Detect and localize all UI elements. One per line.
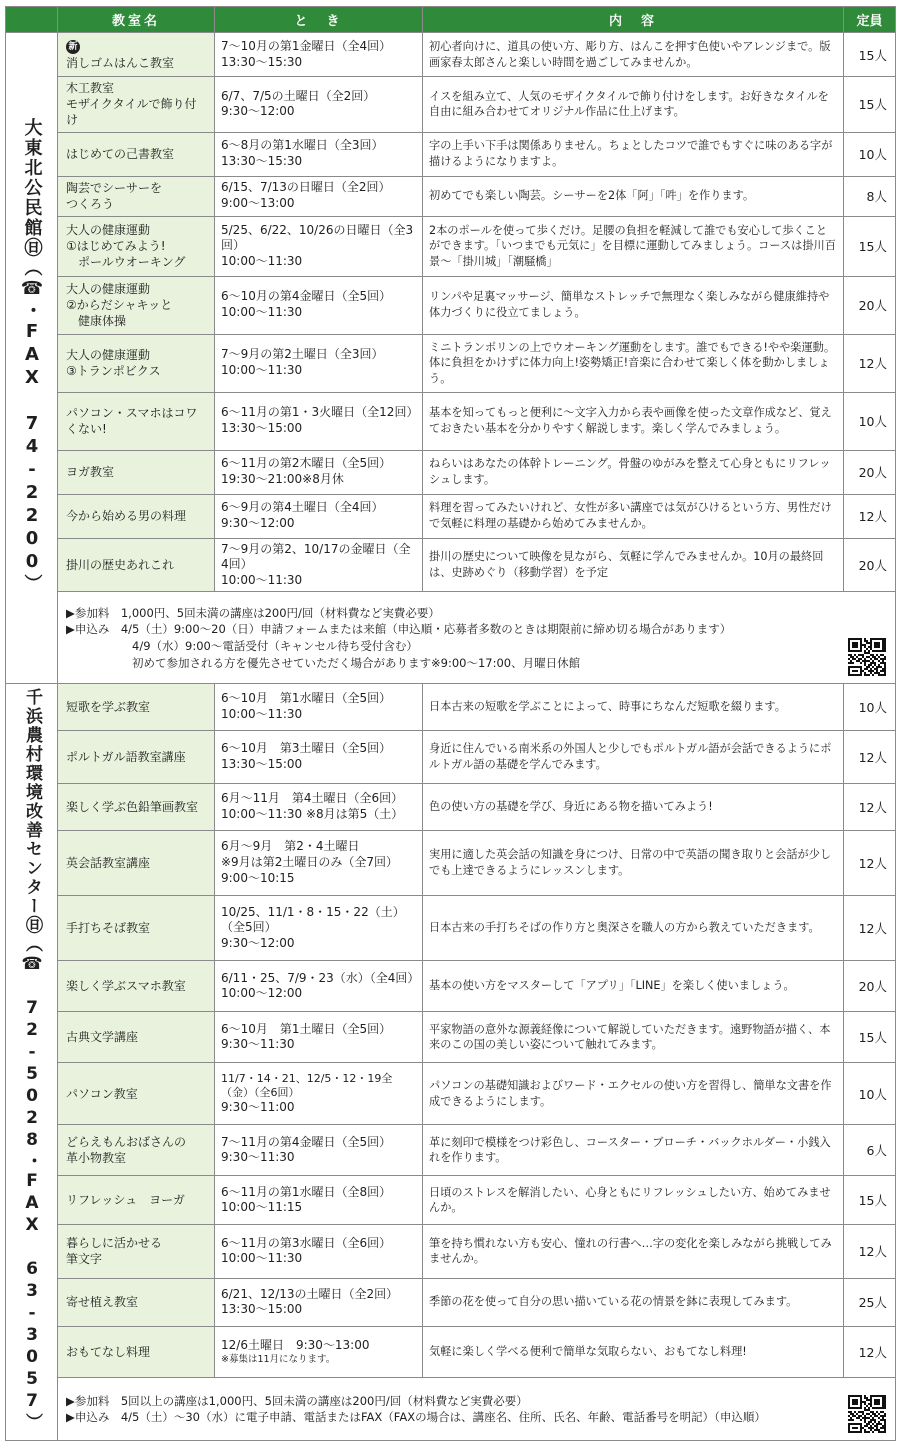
course-capacity-cell [844,276,896,334]
table-row [6,538,896,592]
course-description: 日頃のストレスを解消したい、心身ともにリフレッシュしたい方、始めてみませんか。 [429,1185,831,1215]
header-row [6,7,896,33]
schedule-line: 6月～11月 第4土曜日（全6回） [221,791,404,806]
capacity-value: 20人 [858,298,887,314]
course-content-cell [423,1278,844,1327]
capacity-value: 12人 [858,749,887,765]
course-schedule-cell [215,1012,423,1063]
course-content-cell [423,538,844,592]
schedule-line: 6月～9月 第2・4土曜日 [221,839,360,854]
capacity-value: 12人 [858,799,887,815]
table-row [6,334,896,392]
course-capacity-cell [844,830,896,895]
course-content-cell [423,684,844,730]
capacity-value: 10人 [858,700,887,716]
capacity-value: 15人 [858,1030,887,1046]
course-content-cell [423,1327,844,1378]
course-schedule-cell [215,33,423,77]
course-name: 今から始める男の料理 [66,508,187,523]
course-name-cell [58,1063,215,1125]
course-capacity-cell [844,1225,896,1278]
course-name: 古典文学講座 [66,1030,139,1045]
course-schedule-cell [215,1176,423,1225]
schedule-line: 6～9月の第4土曜日（全4回） [221,500,384,515]
schedule-line: 9:30～11:00 [221,1100,295,1115]
course-name: リフレッシュ ヨーガ [66,1193,185,1208]
course-capacity-cell [844,216,896,276]
course-content-cell [423,895,844,960]
table-row [6,1012,896,1063]
course-schedule-cell [215,538,423,592]
capacity-value: 25人 [858,1295,887,1311]
schedule-line: 10:00～11:30 [221,707,303,722]
course-description: 季節の花を使って自分の思い描いている花の情景を鉢に表現してみます。 [429,1295,798,1309]
course-name-cell [58,276,215,334]
course-capacity-cell [844,730,896,783]
course-name: ポルトガル語教室講座 [66,749,186,764]
course-name: 大人の健康運動 [66,347,151,362]
schedule-line: 6～11月の第3水曜日（全6回） [221,1235,392,1250]
schedule-line: 7～9月の第2、10/17の金曜日（全4回） [221,541,411,572]
course-capacity-cell [844,961,896,1012]
course-schedule-cell [215,1327,423,1378]
course-name: 健康体操 [78,314,127,329]
course-name: 英会話教室講座 [66,855,151,870]
course-schedule-cell [215,334,423,392]
course-description: 2本のポールを使って歩くだけ。足腰の負担を軽減して誰でも安心して歩くことができます。「いつまでも元気に」を目標に運動してみましょう。コースは掛川百景～「掛川城」「潮騒橋」 [429,223,836,268]
course-capacity-cell [844,450,896,494]
table-row [6,895,896,960]
table-row [6,132,896,176]
header-name: 教室名 [58,7,215,33]
course-description: 基本を知ってもっと便利に～文字入力から表や画像を使った文章作成など、覚えておきたい基本を分かりやすく解説します。楽しく学んでみましょう。 [429,406,832,436]
table-row [6,730,896,783]
course-description: 革に刻印で模様をつけ彩色し、コースター・ブローチ・バックホルダー・小銭入れを作ります。 [429,1135,831,1165]
table-row [6,1278,896,1327]
facility-label: 千浜農村環境改善センター㊐（☎ 72-5028・FAX 63-3057） [22,688,42,1433]
table-row [6,830,896,895]
schedule-line: 10:00～11:30 [221,253,303,268]
capacity-value: 15人 [858,239,887,255]
course-content-cell [423,1225,844,1278]
table-row [6,1063,896,1125]
note-line: ▶参加料 5回以上の講座は1,000円、5回未満の講座は200円/回（材料費など実費必要） [66,1393,528,1408]
schedule-line: 6/21、12/13の土曜日（全2回） [221,1286,399,1301]
course-description: ミニトランポリンの上でウオーキング運動をします。誰でもできる!やや楽運動。体に負担をかけずに体力向上!姿勢矯正!音楽に合わせて楽しく体を動かしましょう。 [429,340,836,385]
capacity-value: 12人 [858,509,887,525]
header-capacity: 定員 [844,7,896,33]
facility-label: 大東北公民館㊐（☎・FAX 74-2200） [21,118,43,595]
course-schedule-cell [215,961,423,1012]
course-name: 手打ちそば教室 [66,920,151,935]
course-name-cell [58,494,215,538]
course-name: 筆文字 [66,1252,103,1267]
course-name: どらえもんおばさんの [66,1135,187,1150]
course-name-cell [58,77,215,133]
course-content-cell [423,176,844,216]
schedule-line: 6～11月の第2木曜日（全5回） [221,456,392,471]
course-content-cell [423,830,844,895]
table-row [6,392,896,450]
schedule-line: 19:30～21:00※8月休 [221,472,344,487]
schedule-line: 9:30～12:00 [221,104,295,119]
course-content-cell [423,961,844,1012]
course-name-cell [58,784,215,830]
course-name-cell [58,216,215,276]
table-row [6,276,896,334]
capacity-value: 12人 [858,356,887,372]
course-content-cell [423,784,844,830]
course-description: 気軽に楽しく学べる便利で簡単な気取らない、おもてなし料理! [429,1345,747,1359]
table-row [6,1225,896,1278]
course-name-cell [58,1225,215,1278]
course-schedule-cell [215,132,423,176]
notes-cell [58,592,896,684]
table-row [6,176,896,216]
header-when: と き [215,7,423,33]
course-name: 木工教室 [66,81,115,95]
course-content-cell [423,392,844,450]
course-name: 大人の健康運動 [66,222,151,237]
course-name-cell [58,961,215,1012]
course-name: ヨガ教室 [66,464,115,479]
schedule-line: 10:00～11:15 [221,1200,303,1215]
capacity-value: 8人 [866,189,887,205]
course-capacity-cell [844,895,896,960]
capacity-value: 10人 [858,414,887,430]
course-description: ねらいはあなたの体幹トレーニング。骨盤のゆがみを整えて心身ともにリフレッシュします。 [429,457,831,487]
course-schedule-cell [215,684,423,730]
course-content-cell [423,77,844,133]
facility-label-cell [6,33,58,684]
course-description: 筆を持ち慣れない方も安心、憧れの行書へ…字の変化を楽しみながら挑戦してみませんか。 [429,1236,832,1266]
course-schedule-cell [215,1125,423,1176]
course-content-cell [423,730,844,783]
capacity-value: 15人 [858,47,887,63]
capacity-value: 12人 [858,1345,887,1361]
course-name-cell [58,1176,215,1225]
course-schedule-cell [215,176,423,216]
course-name: 楽しく学ぶ色鉛筆画教室 [66,799,199,814]
course-name-cell [58,830,215,895]
course-name: 革小物教室 [66,1151,127,1166]
schedule-line: 9:30～11:30 [221,1037,295,1052]
course-schedule-cell [215,1278,423,1327]
schedule-line: 6～11月の第1水曜日（全8回） [221,1184,392,1199]
course-name-cell [58,1012,215,1063]
note-line: ▶参加料 1,000円、5回未満の講座は200円/回（材料費など実費必要） [66,605,440,620]
schedule-line: 7～9月の第2土曜日（全3回） [221,347,384,362]
course-name-cell [58,895,215,960]
schedule-line: 13:30～15:30 [221,154,303,169]
course-name-cell [58,450,215,494]
course-name-cell [58,684,215,730]
course-description: 日本古来の手打ちそばの作り方と奥深さを職人の方から教えていただきます。 [429,921,820,935]
schedule-line: 6～10月の第4金曜日（全5回） [221,289,392,304]
qr-code-icon [847,637,887,677]
schedule-line: 10:00～11:30 [221,363,303,378]
schedule-line: 6～11月の第1・3火曜日（全12回） [221,405,419,420]
course-content-cell [423,276,844,334]
schedule-line: 6/11・25、7/9・23（水）（全4回） [221,970,420,985]
header-facility [6,7,58,33]
course-name: 陶芸でシーサーを [66,180,163,195]
course-description: イスを組み立て、人気のモザイクタイルで飾り付けをします。お好きなタイルを自由に組み合わせてオリジナル作品に仕上げます。 [429,89,829,119]
schedule-line: ※9月は第2土曜日のみ（全7回） [221,854,398,869]
course-name: 短歌を学ぶ教室 [66,699,151,714]
course-name-cell [58,334,215,392]
notes-row [6,592,896,684]
table-row [6,1125,896,1176]
course-name: 寄せ植え教室 [66,1295,139,1310]
course-capacity-cell [844,392,896,450]
course-description: 身近に住んでいる南米系の外国人と少しでもポルトガル語が会話できるようにポルトガル語の基礎を学んでみます。 [429,742,832,771]
course-name: ①はじめてみよう! [66,238,166,253]
schedule-line: 10:00～11:30 ※8月は第5（土） [221,806,404,821]
schedule-line: 13:30～15:00 [221,1302,303,1317]
schedule-line: 9:30～12:00 [221,935,295,950]
course-name-cell [58,1327,215,1378]
schedule-line: 9:30～11:30 [221,1150,295,1165]
schedule-line: 6～10月 第3土曜日（全5回） [221,741,392,756]
course-name-cell [58,33,215,77]
course-content-cell [423,216,844,276]
capacity-value: 12人 [858,1244,887,1260]
course-name: 掛川の歴史あれこれ [66,557,175,572]
course-content-cell [423,1012,844,1063]
note-line: 4/9（水）9:00～電話受付（キャンセル待ち受付含む） [132,638,418,653]
capacity-value: 15人 [858,97,887,113]
course-name-cell [58,132,215,176]
course-capacity-cell [844,1063,896,1125]
schedule-line: 6～10月 第1土曜日（全5回） [221,1021,392,1036]
course-name: パソコン教室 [66,1086,138,1101]
schedule-line: 6/15、7/13の日曜日（全2回） [221,180,391,195]
course-description: 初めてでも楽しい陶芸。シーサーを2体「阿」「吽」を作ります。 [429,189,755,203]
capacity-value: 6人 [866,1143,887,1159]
course-name: 楽しく学ぶスマホ教室 [66,979,186,994]
course-name-cell [58,1125,215,1176]
table-row [6,77,896,133]
course-description: 字の上手い下手は関係ありません。ちょとしたコツで誰でもすぐに味のある字が描けるようになりますよ。 [429,139,833,169]
course-capacity-cell [844,132,896,176]
course-schedule-cell [215,1063,423,1125]
course-schedule-cell [215,784,423,830]
course-name: 暮らしに活かせる [66,1236,163,1251]
schedule-line: 13:30～15:00 [221,421,303,436]
course-name: はじめての己書教室 [66,146,175,161]
course-content-cell [423,33,844,77]
course-name: ポールウオーキング [78,255,186,270]
course-schedule-cell [215,494,423,538]
capacity-value: 20人 [858,557,887,573]
notes-row [6,1378,896,1441]
note-line: ▶申込み 4/5（土）9:00～20（日）申請フォームまたは来館（申込順・応募者多数のときは期限前に締め切る場合があります） [66,622,732,637]
course-capacity-cell [844,176,896,216]
course-name-cell [58,392,215,450]
facility-label-cell [6,684,58,1441]
course-content-cell [423,334,844,392]
table-row [6,784,896,830]
course-capacity-cell [844,1327,896,1378]
schedule-line: 7～11月の第4金曜日（全5回） [221,1134,392,1149]
schedule-line: 6/7、7/5の土曜日（全2回） [221,88,376,103]
course-content-cell [423,494,844,538]
course-name: ③トランポビクス [66,364,161,379]
course-capacity-cell [844,784,896,830]
schedule-line: 10/25、11/1・8・15・22（土）（全5回） [221,904,405,935]
course-name-cell [58,730,215,783]
capacity-value: 20人 [858,979,887,995]
new-badge-icon: 新 [66,40,80,54]
course-schedule-cell [215,276,423,334]
capacity-value: 12人 [858,921,887,937]
capacity-value: 15人 [858,1193,887,1209]
course-description: 色の使い方の基礎を学び、身近にある物を描いてみよう! [429,800,713,814]
course-description: 日本古来の短歌を学ぶことによって、時事にちなんだ短歌を綴ります。 [429,700,786,714]
capacity-value: 20人 [858,465,887,481]
course-name: ②からだシャキッと [66,297,173,312]
course-capacity-cell [844,77,896,133]
schedule-line: 6～8月の第1水曜日（全3回） [221,138,384,153]
table-row [6,1176,896,1225]
course-capacity-cell [844,494,896,538]
course-schedule-cell [215,895,423,960]
course-capacity-cell [844,1176,896,1225]
header-content: 内 容 [423,7,844,33]
course-content-cell [423,450,844,494]
course-schedule-cell [215,830,423,895]
course-description: 基本の使い方をマスターして「アプリ」「LINE」を楽しく使いましょう。 [429,979,795,993]
table-row [6,1327,896,1378]
note-line: ▶申込み 4/5（土）～30（水）に電子申請、電話またはFAX（FAXの場合は、講座名、住所、氏名、年齢、電話番号を明記）（申込順） [66,1410,766,1425]
course-description: パソコンの基礎知識およびワード・エクセルの使い方を習得し、簡単な文書を作成できるようにします。 [429,1079,832,1108]
course-schedule-cell [215,730,423,783]
table-row [6,961,896,1012]
course-description: 初心者向けに、道具の使い方、彫り方、はんこを押す色使いやアレンジまで。版画家春太郎さんと楽しい時間を過ごしてみませんか。 [429,39,831,69]
course-description: 平家物語の意外な源義経像について解説していただきます。遠野物語が描く、本来のこの国の美しい姿について触れてみます。 [429,1022,831,1052]
schedule-line: 10:00～11:30 [221,305,303,320]
course-table [5,6,896,1441]
course-name: 消しゴムはんこ教室 [66,56,175,71]
capacity-value: 10人 [858,147,887,163]
course-content-cell [423,1125,844,1176]
schedule-line: 11/7・14・21、12/5・12・19全（金）（全6回） [221,1071,393,1100]
table-row [6,216,896,276]
course-capacity-cell [844,1012,896,1063]
course-schedule-cell [215,450,423,494]
qr-code-icon [847,1394,887,1434]
schedule-line: 9:00～10:15 [221,870,295,885]
schedule-line: 13:30～15:30 [221,54,303,69]
schedule-line: 10:00～11:30 [221,1251,303,1266]
schedule-line: 9:00～13:00 [221,196,295,211]
course-capacity-cell [844,33,896,77]
capacity-value: 10人 [858,1086,887,1102]
schedule-line: 9:30～12:00 [221,516,295,531]
course-capacity-cell [844,1278,896,1327]
notes-cell [58,1378,896,1441]
course-content-cell [423,1063,844,1125]
course-name: つくろう [66,197,115,212]
schedule-line: 12/6土曜日 9:30～13:00 [221,1338,370,1353]
schedule-line: 13:30～15:00 [221,756,303,771]
course-name-cell [58,1278,215,1327]
note-line: 初めて参加される方を優先させていただく場合があります※9:00～17:00、月曜日休館 [132,655,581,670]
table-row [6,450,896,494]
course-description: 料理を習ってみたいけれど、女性が多い講座では気がひけるという方、男性だけで気軽に料理の基礎から始めてみませんか。 [429,501,832,531]
course-content-cell [423,132,844,176]
course-schedule-cell [215,392,423,450]
course-name-cell [58,176,215,216]
schedule-note: ※募集は11月になります。 [221,1353,336,1365]
course-description: 掛川の歴史について映像を見ながら、気軽に学んでみませんか。10月の最終回は、史跡めぐり（移動学習）を予定 [429,550,824,579]
table-row [6,33,896,77]
course-description: リンパや足裏マッサージ、簡単なストレッチで無理なく楽しみながら健康維持や体力づくりに役立てましょう。 [429,290,830,320]
course-name: モザイクタイルで飾り付け [66,97,197,128]
schedule-line: 5/25、6/22、10/26の日曜日（全3回） [221,222,414,253]
course-name-cell [58,538,215,592]
course-name: パソコン・スマホはコワくない! [66,405,198,437]
course-capacity-cell [844,334,896,392]
schedule-line: 10:00～12:00 [221,986,303,1001]
course-name: おもてなし料理 [66,1345,151,1359]
table-row [6,684,896,730]
course-capacity-cell [844,684,896,730]
course-capacity-cell [844,1125,896,1176]
course-name: 大人の健康運動 [66,281,151,296]
schedule-line: 10:00～11:30 [221,572,303,587]
course-content-cell [423,1176,844,1225]
course-schedule-cell [215,77,423,133]
course-schedule-cell [215,216,423,276]
schedule-line: 6～10月 第1水曜日（全5回） [221,691,392,706]
course-description: 実用に適した英会話の知識を身につけ、日常の中で英語の聞き取りと会話が少しでも上達できるようにレッスンします。 [429,848,832,877]
schedule-line: 7～10月の第1金曜日（全4回） [221,38,392,53]
course-capacity-cell [844,538,896,592]
course-schedule-cell [215,1225,423,1278]
capacity-value: 12人 [858,855,887,871]
table-row [6,494,896,538]
